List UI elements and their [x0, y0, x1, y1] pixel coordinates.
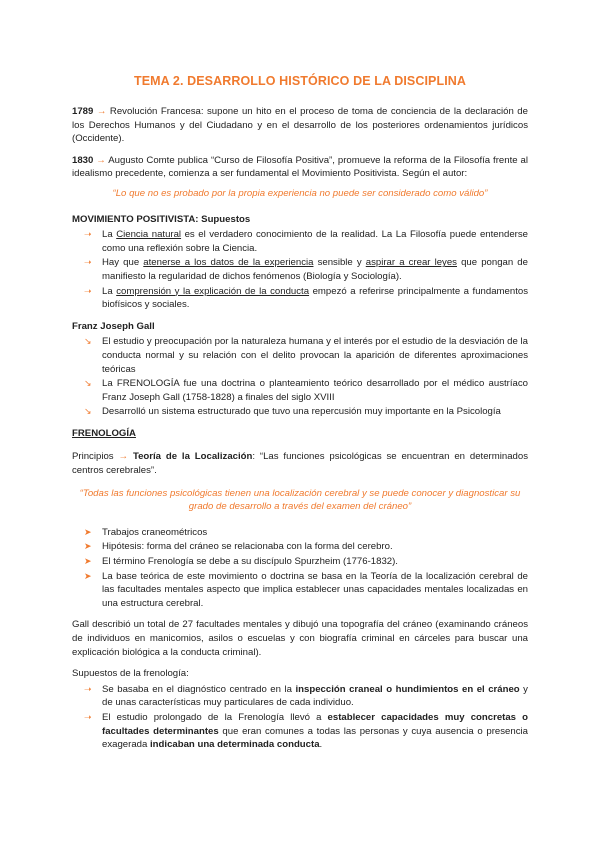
text: La: [102, 285, 117, 297]
frenologia-heading: FRENOLOGÍA: [72, 427, 136, 439]
arrow-bullet-icon: ➝: [84, 257, 92, 268]
year-1789: 1789: [72, 106, 94, 117]
underlined-term: atenerse a los datos de la experiencia: [143, 257, 314, 269]
arrow-icon: →: [118, 451, 129, 463]
comte-quote: “Lo que no es probado por la propia experiencia no puede ser considerado como válido”: [112, 187, 488, 199]
document-page: [72, 60, 528, 760]
triangle-bullet-icon: ➤: [84, 570, 92, 581]
page-title: TEMA 2. DESARROLLO HISTÓRICO DE LA DISCIPLINA: [133, 74, 467, 88]
frenologia-list: [72, 526, 528, 611]
text: .: [319, 739, 323, 751]
text: : “Las funciones psicológicas se encuentran en determinados centros cerebrales”.: [72, 451, 528, 477]
year-1830: 1830: [72, 154, 94, 166]
list-item: [72, 683, 528, 710]
underlined-term: comprensión y la explicación de la conducta: [116, 285, 310, 297]
list-item: [72, 335, 528, 376]
entry-1830-text: Augusto Comte publica “Curso de Filosofía Positiva”, promueve la reforma de la Filosofía frente al idealismo precedente, comienza a ser fundamental el Movimiento Positivista. Según el autor:: [72, 154, 528, 180]
principios-paragraph: [72, 450, 528, 477]
entry-1789-text: Revolución Francesa: supone un hito en el proceso de toma de conciencia de la declaración de los Derechos Humanos y del Ciudadano y en el desarrollo de los posteriores ordenamientos jurídicos (Occidente).: [72, 106, 528, 145]
arrow-down-right-icon: ↘: [84, 336, 92, 347]
list-item: [72, 526, 528, 540]
text: empezó a referirse principalmente a fundamentos biofísicos y sociales.: [102, 285, 529, 311]
list-item: [72, 405, 528, 419]
gall-list: [72, 335, 528, 419]
text: Principios: [72, 451, 114, 463]
text: que eran comunes a todas las personas y cuya ausencia o presencia exagerada: [102, 725, 528, 751]
gall-heading: Franz Joseph Gall: [72, 320, 155, 332]
text: Se basaba en el diagnóstico centrado en la: [102, 683, 296, 695]
text: que pongan de manifiesto la regularidad de dichos fenómenos (Biología y Sociología).: [102, 257, 528, 282]
entry-1830: [72, 154, 528, 181]
supuestos-label: Supuestos de la frenología:: [72, 668, 189, 680]
underlined-term: Ciencia natural: [116, 229, 182, 241]
text: El estudio prolongado de la Frenología llevó a: [102, 711, 328, 723]
bold-text: establecer capacidades muy concretas o facultades determinantes: [102, 711, 528, 737]
text: La base teórica de este movimiento o doctrina se basa en la Teoría de la localización cerebral de las facultades mentales aspecto que implica establecer unas capacidades mentales localizadas en una estructura cerebral.: [102, 570, 528, 609]
arrow-down-right-icon: ↘: [84, 378, 92, 389]
arrow-icon: →: [96, 154, 106, 166]
text: sensible y: [313, 257, 366, 269]
triangle-bullet-icon: ➤: [84, 541, 92, 552]
text: es el verdadero conocimiento de la realidad. La La Filosofía puede entenderse como una reflexión sobre la Ciencia.: [102, 229, 528, 254]
text: La FRENOLOGÍA fue una doctrina o planteamiento teórico desarrollado por el médico austríaco Franz Joseph Gall (1758-1828) a finales del siglo XVIII: [102, 378, 528, 403]
arrow-bullet-icon: ➝: [84, 229, 92, 240]
supuestos-list: [72, 683, 528, 752]
text: Trabajos craneométricos: [102, 526, 208, 538]
triangle-bullet-icon: ➤: [84, 556, 92, 567]
arrow-bullet-icon: ➝: [84, 711, 92, 722]
text: Hay que: [102, 257, 144, 269]
text: Desarrolló un sistema estructurado que tuvo una repercusión muy importante en la Psicología: [102, 406, 501, 418]
bold-text: indicaban una determinada conducta: [150, 739, 320, 751]
text: La: [102, 229, 117, 241]
list-item: [72, 540, 528, 554]
list-item: [72, 555, 528, 569]
list-item: [72, 285, 528, 312]
frenologia-quote: “Todas las funciones psicológicas tienen una localización cerebral y se puede conocer y diagnosticar su grado de desarrollo a través del examen del cráneo”: [79, 487, 521, 513]
text: Hipótesis: forma del cráneo se relacionaba con la forma del cerebro.: [102, 541, 393, 553]
text: El término Frenología se debe a su discípulo Spurzheim (1776-1832).: [102, 556, 398, 568]
arrow-down-right-icon: ↘: [84, 406, 92, 417]
list-item: [72, 228, 528, 255]
list-item: [72, 570, 528, 611]
list-item: [72, 711, 528, 752]
entry-1789: [72, 105, 528, 146]
positivismo-list: [72, 228, 528, 312]
text: El estudio y preocupación por la naturaleza humana y el interés por el estudio de la desviación de la conducta normal y su relación con el delito provocan la aparición de diferentes aproximaciones teóricas: [102, 336, 528, 375]
positivismo-heading: MOVIMIENTO POSITIVISTA: Supuestos: [72, 213, 251, 225]
triangle-bullet-icon: ➤: [84, 526, 92, 537]
principios-bold: Teoría de la Localización: [132, 451, 253, 463]
gall-paragraph: Gall describió un total de 27 facultades mentales y dibujó una topografía del cráneo (examinando cráneos de individuos en manicomios, asilos o escuelas y con biografía criminal en cárceles para buscar una explicación biológica a la conducta criminal).: [72, 619, 528, 658]
underlined-term: aspirar a crear leyes: [365, 257, 457, 269]
arrow-icon: →: [96, 106, 107, 117]
arrow-bullet-icon: ➝: [84, 683, 92, 694]
text: y de unas características muy particulares de cada individuo.: [102, 683, 528, 709]
list-item: [72, 256, 528, 283]
list-item: [72, 377, 528, 404]
arrow-bullet-icon: ➝: [84, 285, 92, 296]
bold-text: inspección craneal o hundimientos en el cráneo: [295, 683, 520, 695]
